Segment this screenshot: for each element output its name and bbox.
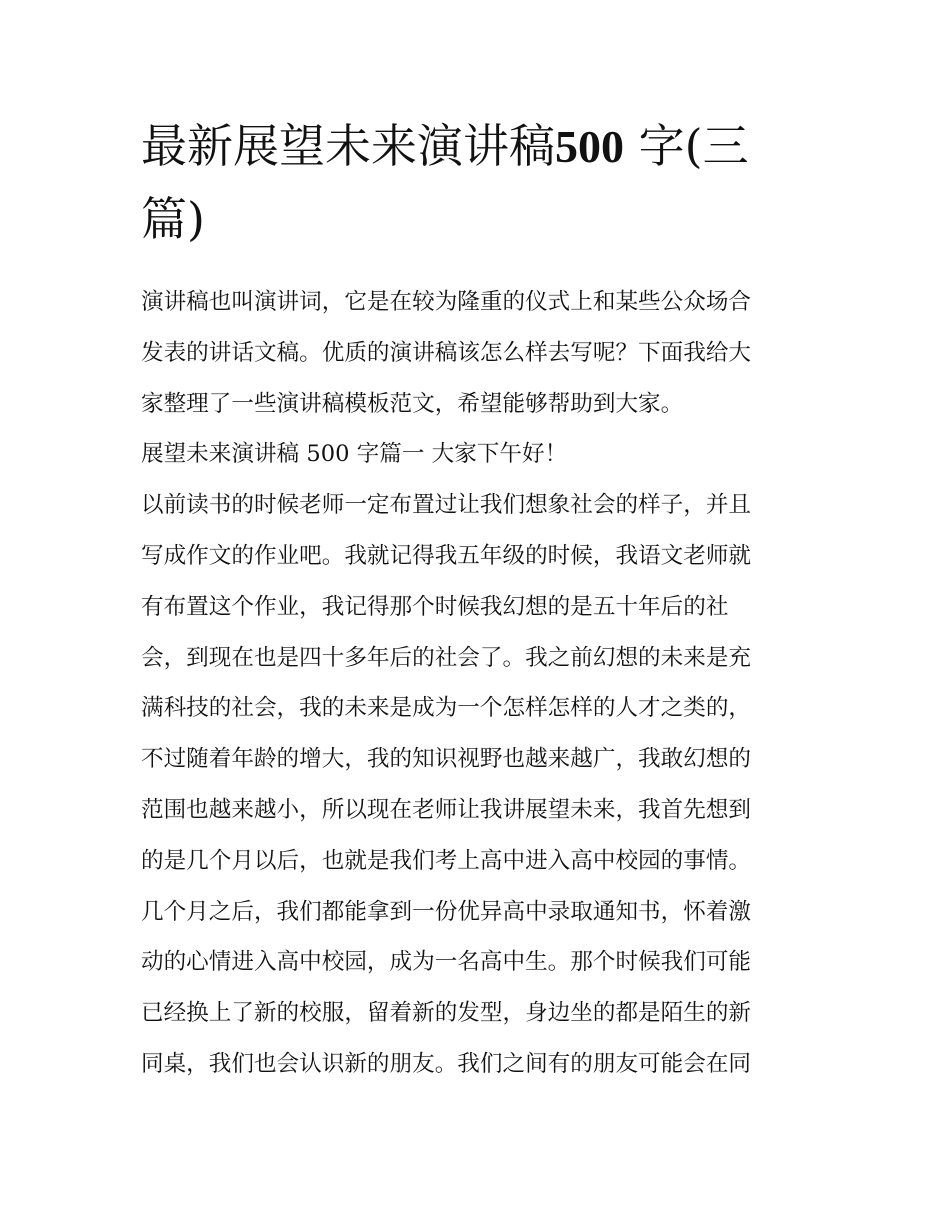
text-line: 范围也越来越小，所以现在老师让我讲展望未来，我首先想到 [141, 796, 752, 823]
text-line: 同桌，我们也会认识新的朋友。我们之间有的朋友可能会在同 [141, 1050, 752, 1077]
text-line: 已经换上了新的校服，留着新的发型，身边坐的都是陌生的新 [141, 1000, 752, 1027]
text-line: 演讲稿也叫演讲词，它是在较为隆重的仪式上和某些公众场合 [141, 289, 752, 315]
text-line: 会，到现在也是四十多年后的社会了。我之前幻想的未来是充 [141, 644, 752, 671]
text-line: 几个月之后，我们都能拿到一份优异高中录取通知书，怀着激 [141, 898, 752, 925]
title-prefix: 最新展望未来演讲稿 [141, 119, 555, 173]
text-line: 满科技的社会，我的未来是成为一个怎样怎样的人才之类的， [141, 695, 752, 722]
text-line: 有布置这个作业，我记得那个时候我幻想的是五十年后的社 [141, 593, 729, 620]
text-line: 以前读书的时候老师一定布置过让我们想象社会的样子，并且 [141, 492, 752, 519]
document-title [141, 110, 811, 255]
text-line: 写成作文的作业吧。我就记得我五年级的时候，我语文老师就 [141, 542, 752, 569]
paragraph-heading-one [141, 429, 811, 480]
title-suffix: 字(三篇) [141, 119, 749, 246]
paragraph-body [141, 480, 811, 1090]
title-number: 500 [555, 121, 624, 172]
text-line: 的是几个月以后，也就是我们考上高中进入高中校园的事情。 [141, 847, 752, 874]
text-line: 动的心情进入高中校园，成为一名高中生。那个时候我们可能 [141, 949, 752, 976]
document-page [141, 110, 811, 1090]
text-line: 不过随着年龄的增大，我的知识视野也越来越广，我敢幻想的 [141, 746, 752, 773]
text-line: 展望未来演讲稿 500 字篇一 大家下午好！ [141, 441, 568, 468]
paragraph-intro [141, 277, 811, 429]
text-line: 发表的讲话文稿。优质的演讲稿该怎么样去写呢？下面我给大 [141, 339, 752, 366]
text-line: 家整理了一些演讲稿模板范文，希望能够帮助到大家。 [141, 390, 684, 417]
document-body [141, 277, 811, 1090]
